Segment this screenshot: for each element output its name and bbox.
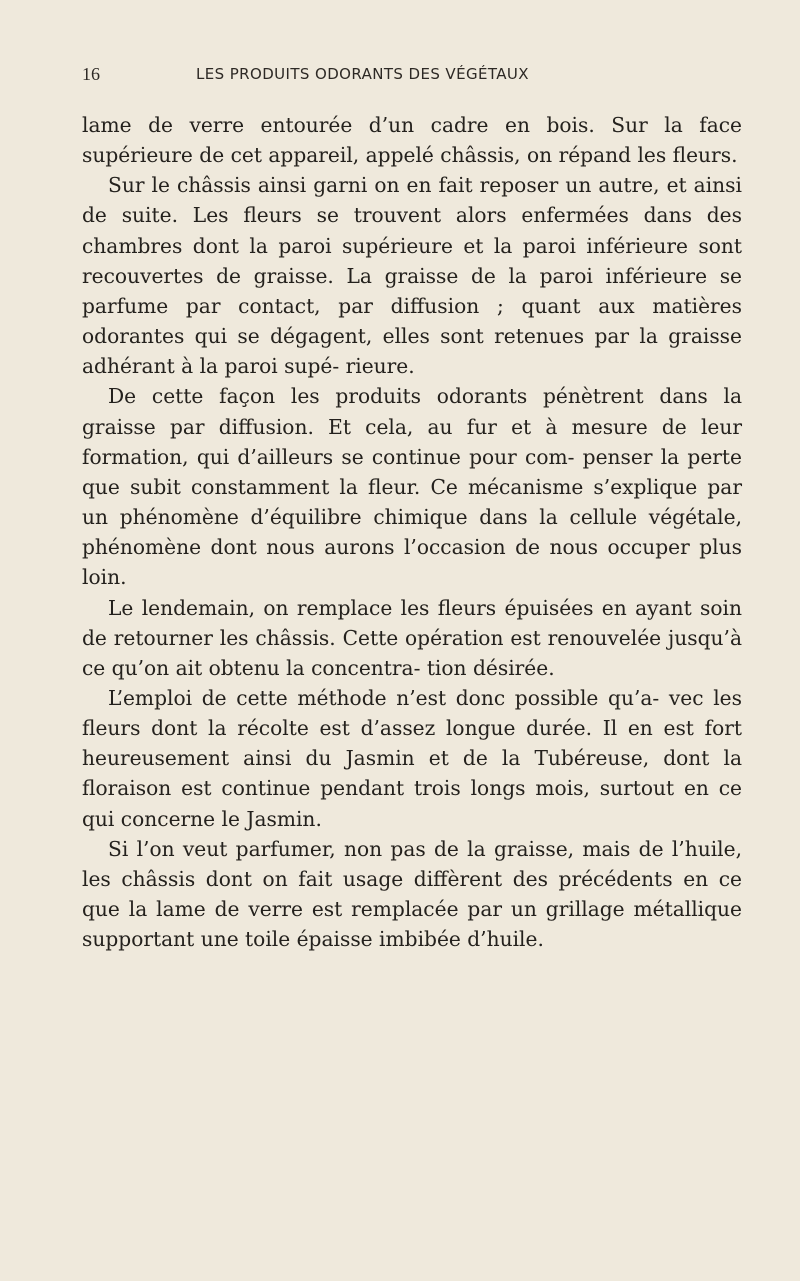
body-text	[82, 110, 742, 954]
page-number: 16	[82, 64, 100, 84]
paragraph-1: lame de verre entourée d’un cadre en bois. Sur la face supérieure de cet appareil, appelé châssis, on répand les fleurs.	[82, 113, 742, 168]
page-header	[82, 64, 734, 88]
paragraph-6: Si l’on veut parfumer, non pas de la graisse, mais de l’huile, les châssis dont on fait usage diffèrent des précédents en ce que la lame de verre est remplacée par un grillage métallique supportant une toile épaisse imbibée d’huile.	[82, 836, 742, 952]
paragraph-3: De cette façon les produits odorants pénètrent dans la graisse par diffusion. Et cela, au fur et à mesure de leur formation, qui d’ailleurs se continue pour com- penser la perte que subit constamment la fleur. Ce mécanisme s’explique par un phénomène d’équilibre chimique dans la cellule végétale, phénomène dont nous aurons l’occasion de nous occuper plus loin.	[82, 384, 742, 590]
paragraph-5: L’emploi de cette méthode n’est donc possible qu’a- vec les fleurs dont la récolte est d’assez longue durée. Il en est fort heureusement ainsi du Jasmin et de la Tubéreuse, dont la floraison est continue pendant trois longs mois, surtout en ce qui concerne le Jasmin.	[82, 685, 742, 831]
paragraph-4: Le lendemain, on remplace les fleurs épuisées en ayant soin de retourner les châssis. Cette opération est renouvelée jusqu’à ce qu’on ait obtenu la concentra- tion désirée.	[82, 595, 742, 680]
paragraph-2: Sur le châssis ainsi garni on en fait reposer un autre, et ainsi de suite. Les fleurs se trouvent alors enfermées dans des chambres dont la paroi supérieure et la paroi inférieure sont recouvertes de graisse. La graisse de la paroi inférieure se parfume par contact, par diffusion ; quant aux matières odorantes qui se dégagent, elles sont retenues par la graisse adhérant à la paroi supé- rieure.	[82, 173, 742, 379]
running-title: LES PRODUITS ODORANTS DES VÉGÉTAUX	[196, 65, 529, 83]
